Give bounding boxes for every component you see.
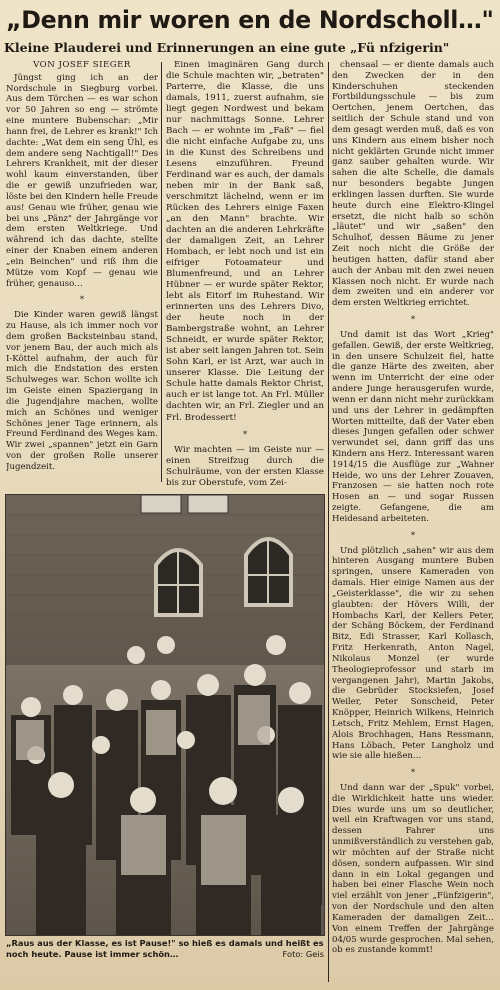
subheadline: Kleine Plauderei und Erinnerungen an eine gute „Fü nfzigerin" [4,40,450,55]
column-rule [161,62,162,482]
photo-credit: Foto: Geis [282,948,324,959]
schoolchildren-photo [5,494,325,936]
article-column-1 [6,60,158,490]
photo-illustration [6,495,324,935]
paragraph: Und dann war der „Spuk" vorbei, die Wirklichkeit hatte uns wieder. Dies wurde uns um so deutlicher, weil ein Kraftwagen vor uns stand, dessen Fahrer uns unmißverständlich zu verstehen gab, wir möchten auf der Straße nicht dösen, sondern aufpassen. Wir sind dann in ein Lokal gegangen und haben bei einer Flasche Wein noch viel erzählt von jener „Fünfzigerin", von der Nordschule und den alten Kameraden der damaligen Zeit… Von einem Treffen der Jahrgänge 04/05 wurde gesprochen. Mal sehen, ob es zustande kommt! [332,783,494,956]
article-column-3 [332,60,494,990]
article-column-2 [166,60,324,496]
photo-caption [6,938,324,959]
paragraph: Und damit ist das Wort „Krieg" gefallen. Gewiß, der erste Weltkrieg, in den unsere Schulzeit fiel, hatte die ganze Härte des zweiten, aber wenn im Unterricht der eine oder andere Junge herausgerufen wurde, wenn er dann nicht mehr zurückkam und uns der Lehrer in gedämpften Worten mitteilte, daß der Vater eben dieses Jungen gefallen oder schwer verwundet sei, dann griff das uns Kindern ans Herz. Interessant waren 1914/15 die Ausflüge zur „Wahner Heide, wo uns der Lehrer Zouaven, Franzosen — sie hatten noch rote Hosen an — und sogar Russen zeigte. Gefangene, die am Heidesand arbeiteten. [332,329,494,524]
section-separator: * [79,295,85,306]
column-rule [328,62,329,982]
paragraph: Wir machten — im Geiste nur — einen Streifzug durch die Schulräume, von der ersten Klasse bis zur Oberstufe, vom Zei- [166,444,324,488]
paragraph: Einen imaginären Gang durch die Schule machten wir, „betraten" Parterre, die Klasse, die uns damals, 1911, zuerst aufnahm, sie liegt gegen Nordwest und bekam nur nachmittags Sonne. Lehrer Bach — er wohnte im „Faß" — fiel die nicht einfache Aufgabe zu, uns in die Kunst des Schreibens und Lesens einzuführen. Freund Ferdinand war es auch, der damals neben mir in der Bank saß, verschmitzt lächelnd, wenn er im Rücken des Lehrers einige Faxen „an den Mann" brachte. Wir dachten an die anderen Lehrkräfte der damaligen Zeit, an Lehrer Hombach, er lebt noch und ist ein eifriger Fotoamateur und Blumenfreund, und an Lehrer Hübner — er wurde später Rektor, lebt als Eitorf im Ruhestand. Wir erinnerten uns des Lehrers Divo, der heute noch in der Bambergstraße wohnt, an Lehrer Schneidt, er wurde später Rektor, ist aber seit langen Jahren tot. Sein Sohn Karl, er ist Arzt, war auch in unserer Klasse. Die Leitung der Schule hatte damals Rektor Christ, auch er ist lange tot. An Frl. Müller dachten wir, an Frl. Ziegler und an Frl. Brodessert! [166,60,324,423]
section-separator: * [410,315,416,326]
byline: VON JOSEF SIEGER [33,60,131,70]
section-separator: * [410,768,416,779]
section-separator: * [410,530,416,541]
paragraph: Jüngst ging ich an der Nordschule in Siegburg vorbei. Aus dem Törchen — es war schon vor 50 Jahren so eng — strömte eine muntere Bubenschar: „Mir hann frei, de Lehrer es krank!" Ich dachte: „Wat dem ein seng Ühl, es dem andere seng Nachtigall!" Des Lehrers Krankheit, mit der dieser wohl kaum einverstanden, über die er gewiß unzufrieden war, löste bei den Kindern helle Freude aus! Genau wie früher, genau wie bei uns „Pänz" der Jahrgänge vor dem ersten Weltkriege. Und während ich das dachte, stellte einer der Knaben einem anderen „ein Beinchen" und riß ihm die Mütze vom Kopf — genau wie früher, genauso… [6,72,158,289]
paragraph: Und plötzlich „sahen" wir aus dem hinteren Ausgang muntere Buben springen, unsere Kameraden von damals. Hier einige Namen aus der „Geisterklasse", die wir zu sehen glaubten: der Hövers Willi, der Hombachs Karl, der Kellers Peter, der Schäng Böckem, der Ferdinand Bitz, Edi Strasser, Karl Kollasch, Fritz Herkenrath, Anton Nagel, Nikolaus Monzel (er wurde Theologieprofessor und starb im vergangenen Jahr), Martin Jakobs, die Gebrüder Stocksiefen, Josef Weiler, Peter Sonscheid, Peter Knöpper, Heinrich Wilkens, Heinrich Letsch, Fritz Mehlem, Ernst Hagen, Alois Brochhagen, Hans Ressmann, Hans Löbach, Peter Langholz und wie sie alle hießen… [332,545,494,762]
caption-text: „Raus aus der Klasse, es ist Pause!" so hieß es damals und heißt es noch heute. Pause ist immer schön… [6,938,324,959]
paragraph: Die Kinder waren gewiß längst zu Hause, als ich immer noch vor dem großen Backsteinbau stand, vor jenem Bau, der auch mich als I-Köttel aufnahm, der auch für mich die Endstation des ersten Schulweges war. Schon wollte ich im Geiste einen Spaziergang in die Jugendjahre machen, wollte mich an Schönes und weniger Schönes jener Tage erinnern, als Freund Ferdinand des Weges kam. Wir zwei „spannen" jetzt ein Garn von der großen Rolle unserer Jugendzeit. [6,310,158,472]
paragraph: chensaal — er diente damals auch den Zwecken der in den Kinderschuhen steckenden Fortbildungsschule — bis zum Oertchen, jenem Oertchen, das seitlich der Schule stand und von dem gesagt werden muß, daß es von uns Kindern aus einem bisher noch nicht geklärten Grunde nicht immer ganz sauber gehalten wurde. Wir sahen die alte Schelle, die damals nur besonders begabte Jungen erklingen lassen durften. Sie wurde heute durch eine Elektro-Klingel ersetzt, die nicht halb so schön „läutet" und wir „saßen" den Schulhof, dessen Bäume zu jener Zeit noch nicht die Größe der heutigen hatten, dafür stand aber auch der Anbau mit den zwei neuen Klassen noch nicht. Er wurde nach dem zweiten und ein anderer vor dem ersten Weltkrieg errichtet. [332,60,494,309]
section-separator: * [242,429,248,440]
headline: „Denn mir woren en de Nordscholl…" [6,6,494,34]
